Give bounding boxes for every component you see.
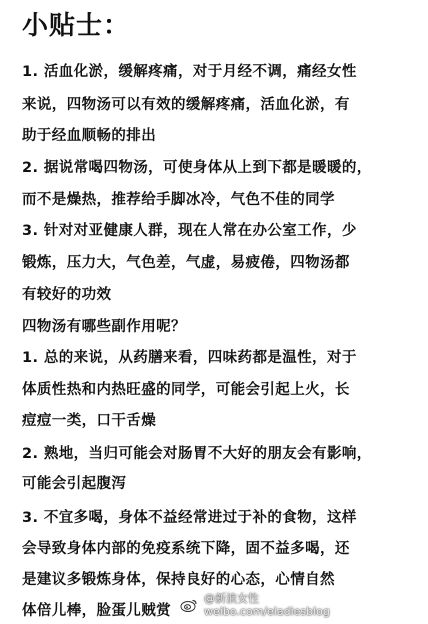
watermark-account: @新浪女性	[204, 592, 259, 605]
text-line: 会导致身体内部的免疫系统下降，固不益多喝，还	[22, 541, 350, 557]
text-line: 3. 针对对亚健康人群，现在人常在办公室工作，少	[22, 223, 357, 239]
text-line: 而不是燥热，推荐给手脚冰冷，气色不佳的同学	[22, 192, 335, 208]
text-line: 是建议多锻炼身体，保持良好的心态，心情自然	[22, 572, 335, 588]
text-line: 1. 活血化淤，缓解疼痛，对于月经不调，痛经女性	[22, 64, 357, 80]
page-title: 小贴士：	[22, 11, 131, 41]
text-line: 有较好的功效	[22, 287, 112, 303]
weibo-icon	[180, 598, 198, 612]
section-heading: 四物汤有哪些副作用呢？	[22, 319, 186, 335]
text-line: 2. 据说常喝四物汤，可使身体从上到下都是暖暖的，	[22, 160, 372, 176]
text-line: 3. 不宜多喝，身体不益经常进过于补的食物，这样	[22, 510, 357, 526]
text-line: 助于经血顺畅的排出	[22, 128, 157, 144]
text-line: 可能会引起腹泻	[22, 476, 127, 492]
text-line: 体倍儿棒，脸蛋儿贼赏	[22, 603, 171, 619]
text-line: 体质性热和内热旺盛的同学，可能会引起上火，长	[22, 382, 350, 398]
text-line: 2. 熟地，当归可能会对肠胃不大好的朋友会有影响，	[22, 446, 372, 462]
text-line: 痘痘一类，口干舌燥	[22, 413, 157, 429]
watermark-url: weibo.com/eladiesblog	[204, 605, 330, 618]
text-line: 来说，四物汤可以有效的缓解疼痛，活血化淤，有	[22, 97, 350, 113]
text-line: 1. 总的来说，从药膳来看，四味药都是温性，对于	[22, 350, 357, 366]
weibo-watermark	[180, 588, 330, 622]
text-line: 锻炼，压力大，气色差，气虚，易疲倦，四物汤都	[22, 255, 350, 271]
